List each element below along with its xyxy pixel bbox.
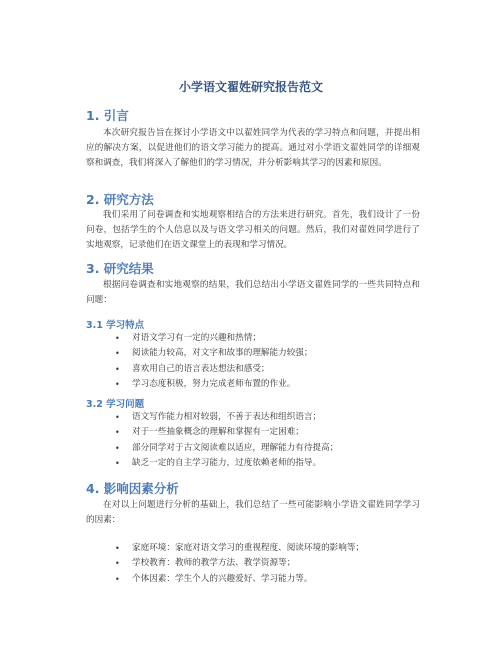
bullet-icon: • — [115, 544, 120, 553]
section-heading-results: 3. 研究结果 — [86, 261, 154, 276]
list-item: • 部分同学对于古文阅读难以适应，理解能力有待提高； — [86, 441, 338, 456]
results-paragraph: 根据问卷调查和实地观察的结果，我们总结出小学语文翟姓同学的一些共同特点和问题： — [86, 280, 420, 305]
bullet-icon: • — [115, 364, 120, 374]
bullet-icon: • — [115, 574, 120, 584]
list-item: • 缺乏一定的自主学习能力，过度依赖老师的指导。 — [86, 456, 338, 471]
list-item: • 喜欢用自己的语言表达想法和感受； — [86, 362, 312, 377]
method-paragraph: 我们采用了问卷调查和实地观察相结合的方法来进行研究。首先，我们设计了一份问卷，包括学生的个人信息以及与语文学习相关的问题。然后，我们对翟姓同学进行了实地观察，记录他们在语文课堂上的表现和学习情况。 — [86, 210, 420, 250]
bullet-icon: • — [115, 559, 120, 569]
factors-list — [86, 541, 364, 587]
list-item: • 学校教育：教师的教学方法、教学资源等； — [86, 556, 364, 571]
section-heading-method: 2. 研究方法 — [86, 192, 154, 207]
bullet-icon: • — [115, 413, 120, 422]
bullet-icon: • — [115, 380, 120, 390]
features-list — [86, 331, 312, 393]
bullet-icon: • — [115, 428, 120, 438]
bullet-icon: • — [115, 349, 120, 359]
list-item: • 个体因素：学生个人的兴趣爱好、学习能力等。 — [86, 572, 364, 587]
list-item: • 学习态度积极，努力完成老师布置的作业。 — [86, 377, 312, 392]
document-title: 小学语文翟姓研究报告范文 — [178, 80, 323, 94]
section-heading-factors: 4. 影响因素分析 — [86, 481, 179, 496]
bullet-icon: • — [115, 443, 120, 453]
list-item: • 阅读能力较高，对文字和故事的理解能力较强； — [86, 346, 312, 361]
intro-paragraph: 本次研究报告旨在探讨小学语文中以翟姓同学为代表的学习特点和问题，并提出相应的解决方案，以促进他们的语文学习能力的提高。通过对小学语文翟姓同学的详细观察和调查，我们将深入了解他们的学习情况，并分析影响其学习的因素和原因。 — [86, 128, 420, 168]
factors-paragraph: 在对以上问题进行分析的基础上，我们总结了一些可能影响小学语文翟姓同学学习的因素： — [86, 500, 420, 525]
list-item: • 家庭环境：家庭对语文学习的重视程度、阅读环境的影响等； — [86, 541, 364, 556]
bullet-icon: • — [115, 459, 120, 469]
subsection-heading-problems: 3.2 学习问题 — [86, 399, 145, 410]
subsection-heading-features: 3.1 学习特点 — [86, 320, 145, 331]
list-item: • 对语文学习有一定的兴趣和热情； — [86, 331, 312, 346]
section-heading-intro: 1. 引言 — [86, 108, 129, 123]
problems-list — [86, 410, 338, 472]
list-item: • 对于一些抽象概念的理解和掌握有一定困难； — [86, 425, 338, 440]
bullet-icon: • — [115, 334, 120, 343]
list-item: • 语文写作能力相对较弱，不善于表达和组织语言； — [86, 410, 338, 425]
